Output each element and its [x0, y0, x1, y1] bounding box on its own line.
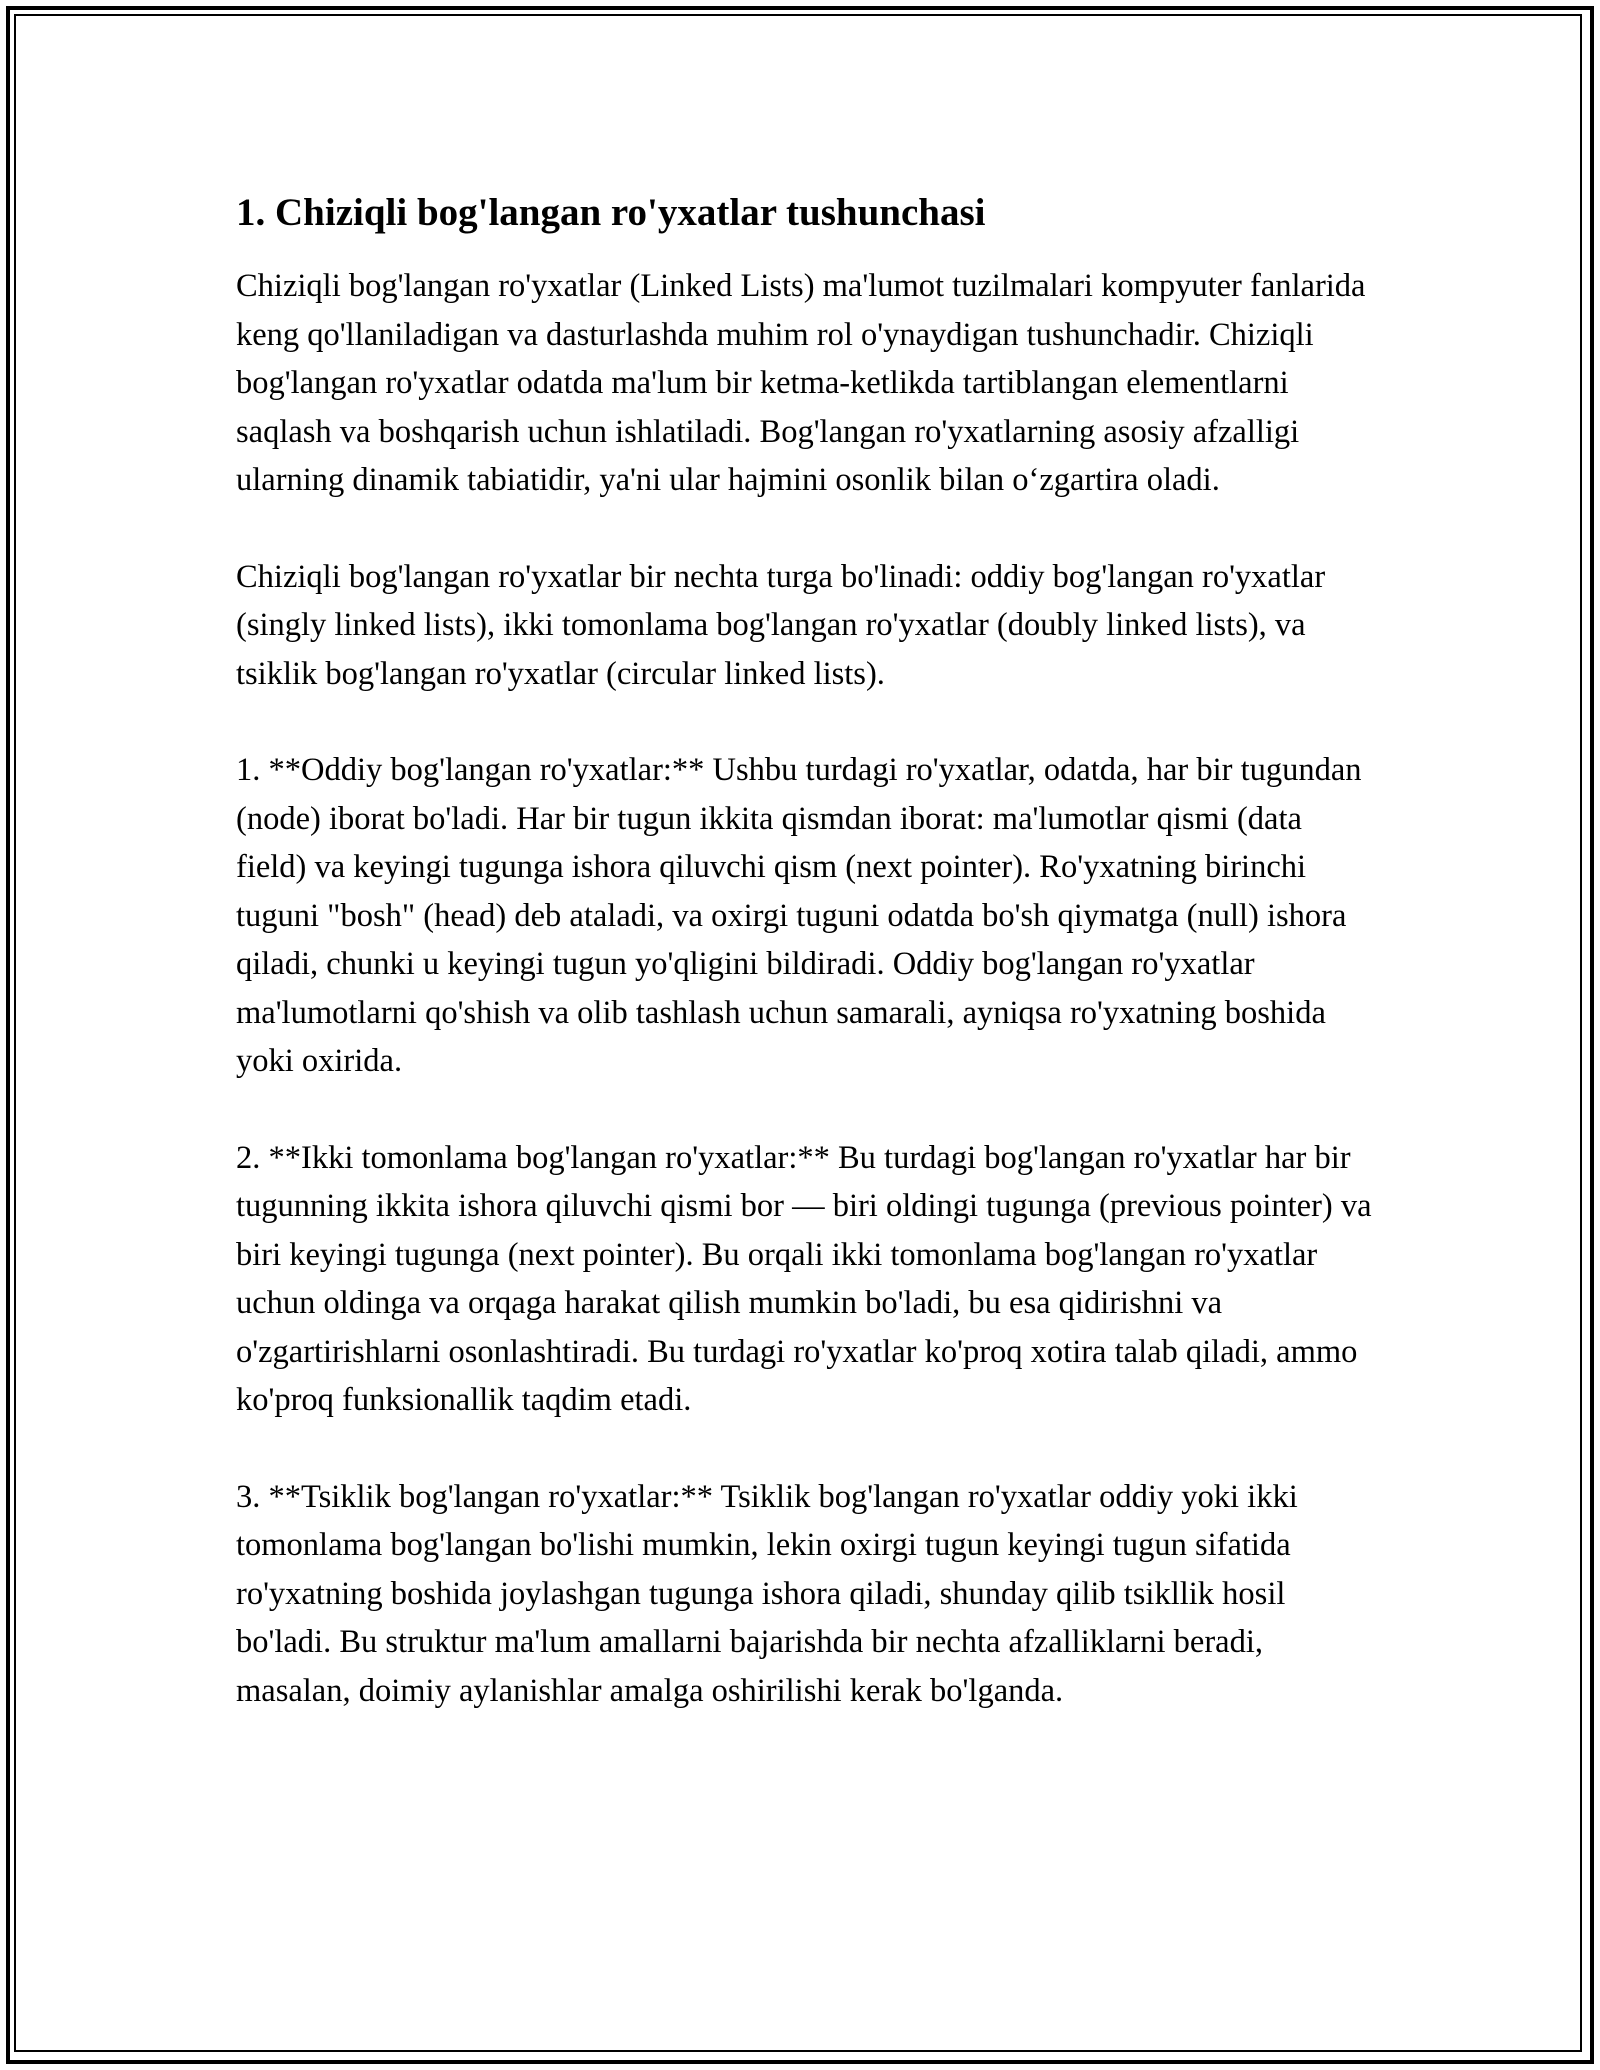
document-body: [236, 182, 1376, 1763]
paragraph-circular-linked: 3. **Tsiklik bog'langan ro'yxatlar:** Tsiklik bog'langan ro'yxatlar oddiy yoki ikki tomonlama bog'langan bo'lishi mumkin, lekin oxirgi tugun keyingi tugun sifatida ro'yxatning boshida joylashgan tugunga ishora qiladi, shunday qilib tsikllik hosil bo'ladi. Bu struktur ma'lum amallarni bajarishda bir nechta afzalliklarni beradi, masalan, doimiy aylanishlar amalga oshirilishi kerak bo'lganda.: [236, 1478, 1298, 1709]
paragraph-doubly-linked: 2. **Ikki tomonlama bog'langan ro'yxatlar:** Bu turdagi bog'langan ro'yxatlar har bir tugunning ikkita ishora qiluvchi qismi bor — biri oldingi tugunga (previous pointer) va biri keyingi tugunga (next pointer). Bu orqali ikki tomonlama bog'langan ro'yxatlar uchun oldinga va orqaga harakat qilish mumkin bo'ladi, bu esa qidirishni va o'zgartirishlarni osonlashtiradi. Bu turdagi ro'yxatlar ko'proq xotira talab qiladi, ammo ko'proq funksionallik taqdim etadi.: [236, 1139, 1372, 1418]
paragraph-intro: Chiziqli bog'langan ro'yxatlar (Linked Lists) ma'lumot tuzilmalari kompyuter fanlarida keng qo'llaniladigan va dasturlashda muhim rol o'ynaydigan tushunchadir. Chiziqli bog'langan ro'yxatlar odatda ma'lum bir ketma-ketlikda tartiblangan elementlarni saqlash va boshqarish uchun ishlatiladi. Bog'langan ro'yxatlarning asosiy afzalligi ularning dinamik tabiatidir, ya'ni ular hajmini osonlik bilan oʻzgartira oladi.: [236, 268, 1366, 498]
section-heading: 1. Chiziqli bog'langan ro'yxatlar tushunchasi: [236, 191, 986, 234]
paragraph-types: Chiziqli bog'langan ro'yxatlar bir nechta turga bo'linadi: oddiy bog'langan ro'yxatlar (singly linked lists), ikki tomonlama bog'langan ro'yxatlar (doubly linked lists), va tsiklik bog'langan ro'yxatlar (circular linked lists).: [236, 558, 1326, 692]
paragraph-singly-linked: 1. **Oddiy bog'langan ro'yxatlar:** Ushbu turdagi ro'yxatlar, odatda, har bir tugundan (node) iborat bo'ladi. Har bir tugun ikkita qismdan iborat: ma'lumotlar qismi (data field) va keyingi tugunga ishora qiluvchi qism (next pointer). Ro'yxatning birinchi tuguni "bosh" (head) deb ataladi, va oxirgi tuguni odatda bo'sh qiymatga (null) ishora qiladi, chunki u keyingi tugun yo'qligini bildiradi. Oddiy bog'langan ro'yxatlar ma'lumotlarni qo'shish va olib tashlash uchun samarali, ayniqsa ro'yxatning boshida yoki oxirida.: [236, 752, 1362, 1079]
